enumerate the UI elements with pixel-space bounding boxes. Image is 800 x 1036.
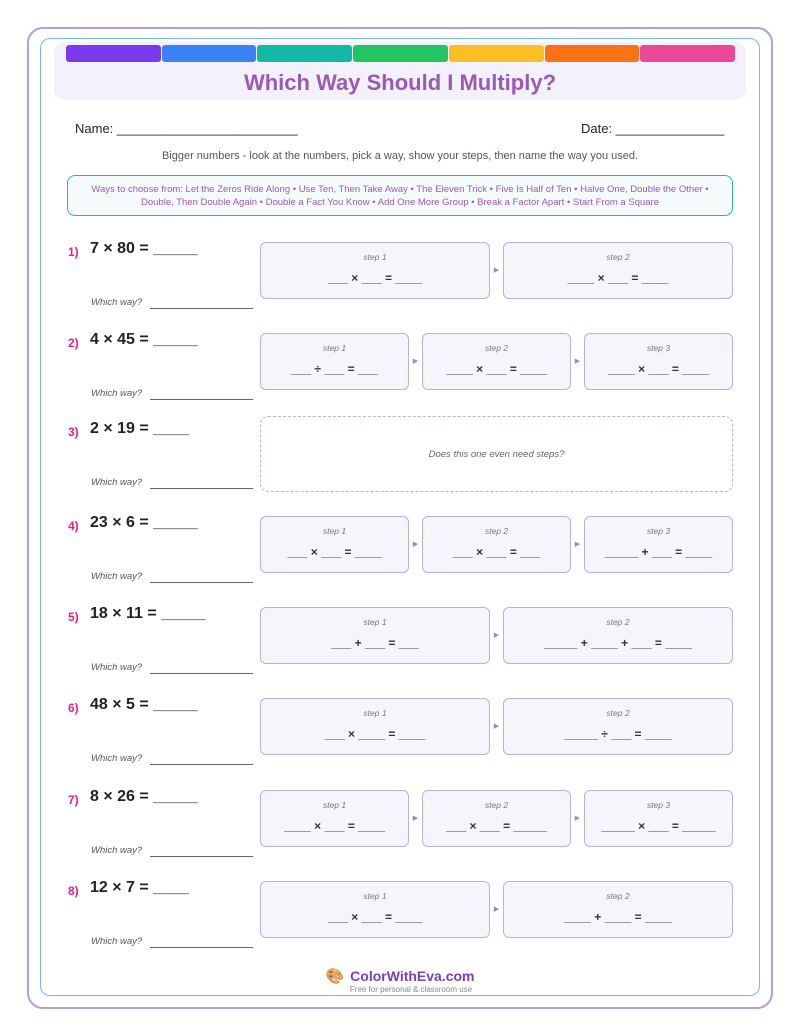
problem-row xyxy=(0,692,800,772)
step-label: step 1 xyxy=(363,891,387,901)
step-equation[interactable]: ____ × ___ = ____ xyxy=(446,362,547,376)
problem-expression[interactable]: 18 × 11 = _____ xyxy=(90,605,206,622)
footer-logo xyxy=(0,967,800,994)
arrow-right-icon: ▶ xyxy=(493,267,500,274)
rainbow-segment xyxy=(257,45,352,62)
problem-expression[interactable]: 48 × 5 = _____ xyxy=(90,696,198,713)
step-equation[interactable]: ___ × ___ = ____ xyxy=(327,910,423,924)
which-way-label: Which way? xyxy=(91,477,143,488)
ways-text: Ways to choose from: Let the Zeros Ride Along • Use Ten, Then Take Away • The Eleven Trick • Five Is Half of Ten • Halve One, Double the Other • Double, Then Double Again • Double a Fact You Know • Add One More Group • Break a Factor Apart • Start From a Square xyxy=(91,183,709,208)
step-label: step 1 xyxy=(363,617,387,627)
footer-tagline: Free for personal & classroom use xyxy=(349,985,473,994)
arrow-right-icon: ▶ xyxy=(493,632,500,639)
which-way-answer-line[interactable] xyxy=(150,673,253,674)
which-way-label: Which way? xyxy=(91,662,143,673)
step-equation[interactable]: ___ × ___ = ____ xyxy=(327,271,423,285)
problem-row xyxy=(0,510,800,590)
rainbow-segment xyxy=(449,45,544,62)
step-label: step 2 xyxy=(484,343,509,353)
page-title: Which Way Should I Multiply? xyxy=(243,70,557,95)
problem-number: 6) xyxy=(68,701,79,715)
brand-tld: .com xyxy=(441,968,475,984)
problem-number: 8) xyxy=(68,884,79,898)
step-box[interactable] xyxy=(584,333,733,390)
step-label: step 1 xyxy=(322,800,347,810)
instructions: Bigger numbers - look at the numbers, pick a way, show your steps, then name the way you used. xyxy=(161,150,639,162)
which-way-label: Which way? xyxy=(91,753,143,764)
rainbow-segment xyxy=(545,45,640,62)
no-steps-box[interactable] xyxy=(260,416,733,492)
problem-number: 4) xyxy=(68,519,79,533)
problem-number: 1) xyxy=(68,245,79,259)
which-way-answer-line[interactable] xyxy=(150,582,253,583)
problem-row xyxy=(0,416,800,496)
arrow-right-icon: ▶ xyxy=(493,723,500,730)
step-label: step 2 xyxy=(606,252,630,262)
step-box[interactable] xyxy=(260,790,409,847)
step-label: step 1 xyxy=(322,343,347,353)
step-box[interactable] xyxy=(503,698,733,755)
arrow-right-icon: ▶ xyxy=(412,815,419,822)
step-box[interactable] xyxy=(584,790,733,847)
step-box[interactable] xyxy=(260,516,409,573)
which-way-label: Which way? xyxy=(91,297,143,308)
which-way-answer-line[interactable] xyxy=(150,764,253,765)
step-box[interactable] xyxy=(260,333,409,390)
step-box[interactable] xyxy=(503,881,733,938)
problem-row xyxy=(0,236,800,316)
rainbow-segment xyxy=(66,45,161,62)
date-field[interactable]: Date: _______________ xyxy=(581,121,725,136)
name-field[interactable]: Name: _________________________ xyxy=(75,121,298,136)
step-equation[interactable]: ___ + ___ = ___ xyxy=(331,636,419,650)
step-equation[interactable]: _____ + ____ + ___ = ____ xyxy=(544,636,692,650)
step-label: step 1 xyxy=(322,526,347,536)
step-label: step 2 xyxy=(606,617,630,627)
arrow-right-icon: ▶ xyxy=(574,541,581,548)
step-equation[interactable]: ___ × ___ = ____ xyxy=(287,545,382,559)
step-equation[interactable]: ____ × ___ = ____ xyxy=(567,271,669,285)
step-equation[interactable]: ____ × ___ = ____ xyxy=(284,819,385,833)
problem-expression[interactable]: 4 × 45 = _____ xyxy=(90,331,198,348)
arrow-right-icon: ▶ xyxy=(574,358,581,365)
step-label: step 2 xyxy=(484,526,509,536)
problem-expression[interactable]: 12 × 7 = ____ xyxy=(90,879,189,896)
step-box[interactable] xyxy=(422,333,571,390)
which-way-answer-line[interactable] xyxy=(150,399,253,400)
rainbow-segment xyxy=(640,45,735,62)
step-box[interactable] xyxy=(260,607,490,664)
which-way-label: Which way? xyxy=(91,936,143,947)
problem-expression[interactable]: 2 × 19 = ____ xyxy=(90,420,189,437)
problem-number: 2) xyxy=(68,336,79,350)
problem-row xyxy=(0,327,800,407)
step-box[interactable] xyxy=(503,242,733,299)
no-steps-note: Does this one even need steps? xyxy=(428,448,565,460)
which-way-answer-line[interactable] xyxy=(150,947,253,948)
step-box[interactable] xyxy=(260,698,490,755)
step-equation[interactable]: ____ × ___ = ____ xyxy=(608,362,709,376)
problem-expression[interactable]: 7 × 80 = _____ xyxy=(90,240,198,257)
step-box[interactable] xyxy=(260,242,490,299)
step-equation[interactable]: ____ + ____ = ____ xyxy=(564,910,672,924)
brand-name: ColorWithEva xyxy=(350,968,442,984)
step-equation[interactable]: ___ × ___ = ___ xyxy=(452,545,541,559)
step-label: step 2 xyxy=(484,800,509,810)
problem-expression[interactable]: 23 × 6 = _____ xyxy=(90,514,198,531)
which-way-answer-line[interactable] xyxy=(150,488,253,489)
problem-number: 5) xyxy=(68,610,79,624)
arrow-right-icon: ▶ xyxy=(574,815,581,822)
step-label: step 3 xyxy=(646,343,671,353)
which-way-label: Which way? xyxy=(91,845,143,856)
step-equation[interactable]: _____ × ___ = _____ xyxy=(601,819,716,833)
which-way-label: Which way? xyxy=(91,571,143,582)
step-label: step 2 xyxy=(606,891,630,901)
palette-icon: 🎨 xyxy=(325,968,345,985)
which-way-answer-line[interactable] xyxy=(150,308,253,309)
which-way-label: Which way? xyxy=(91,388,143,399)
arrow-right-icon: ▶ xyxy=(412,541,419,548)
step-box[interactable] xyxy=(503,607,733,664)
step-box[interactable] xyxy=(422,516,571,573)
problem-row xyxy=(0,875,800,955)
rainbow-segment xyxy=(353,45,448,62)
step-equation[interactable]: _____ + ___ = ____ xyxy=(604,545,713,559)
step-label: step 1 xyxy=(363,708,387,718)
step-equation[interactable]: _____ ÷ ___ = ____ xyxy=(564,727,672,741)
arrow-right-icon: ▶ xyxy=(412,358,419,365)
step-equation[interactable]: ___ × ___ = _____ xyxy=(446,819,547,833)
step-box[interactable] xyxy=(422,790,571,847)
step-label: step 3 xyxy=(646,800,671,810)
problem-row xyxy=(0,601,800,681)
step-box[interactable] xyxy=(260,881,490,938)
arrow-right-icon: ▶ xyxy=(493,906,500,913)
step-label: step 2 xyxy=(606,708,630,718)
ways-to-choose-box xyxy=(67,175,733,216)
problem-row xyxy=(0,784,800,864)
step-label: step 1 xyxy=(363,252,387,262)
rainbow-bar xyxy=(66,45,735,62)
step-equation[interactable]: ___ × ____ = ____ xyxy=(324,727,426,741)
problem-expression[interactable]: 8 × 26 = _____ xyxy=(90,788,198,805)
problem-number: 3) xyxy=(68,425,79,439)
step-label: step 3 xyxy=(646,526,671,536)
step-box[interactable] xyxy=(584,516,733,573)
which-way-answer-line[interactable] xyxy=(150,856,253,857)
problem-number: 7) xyxy=(68,793,79,807)
rainbow-segment xyxy=(162,45,257,62)
step-equation[interactable]: ___ ÷ ___ = ___ xyxy=(291,362,378,376)
